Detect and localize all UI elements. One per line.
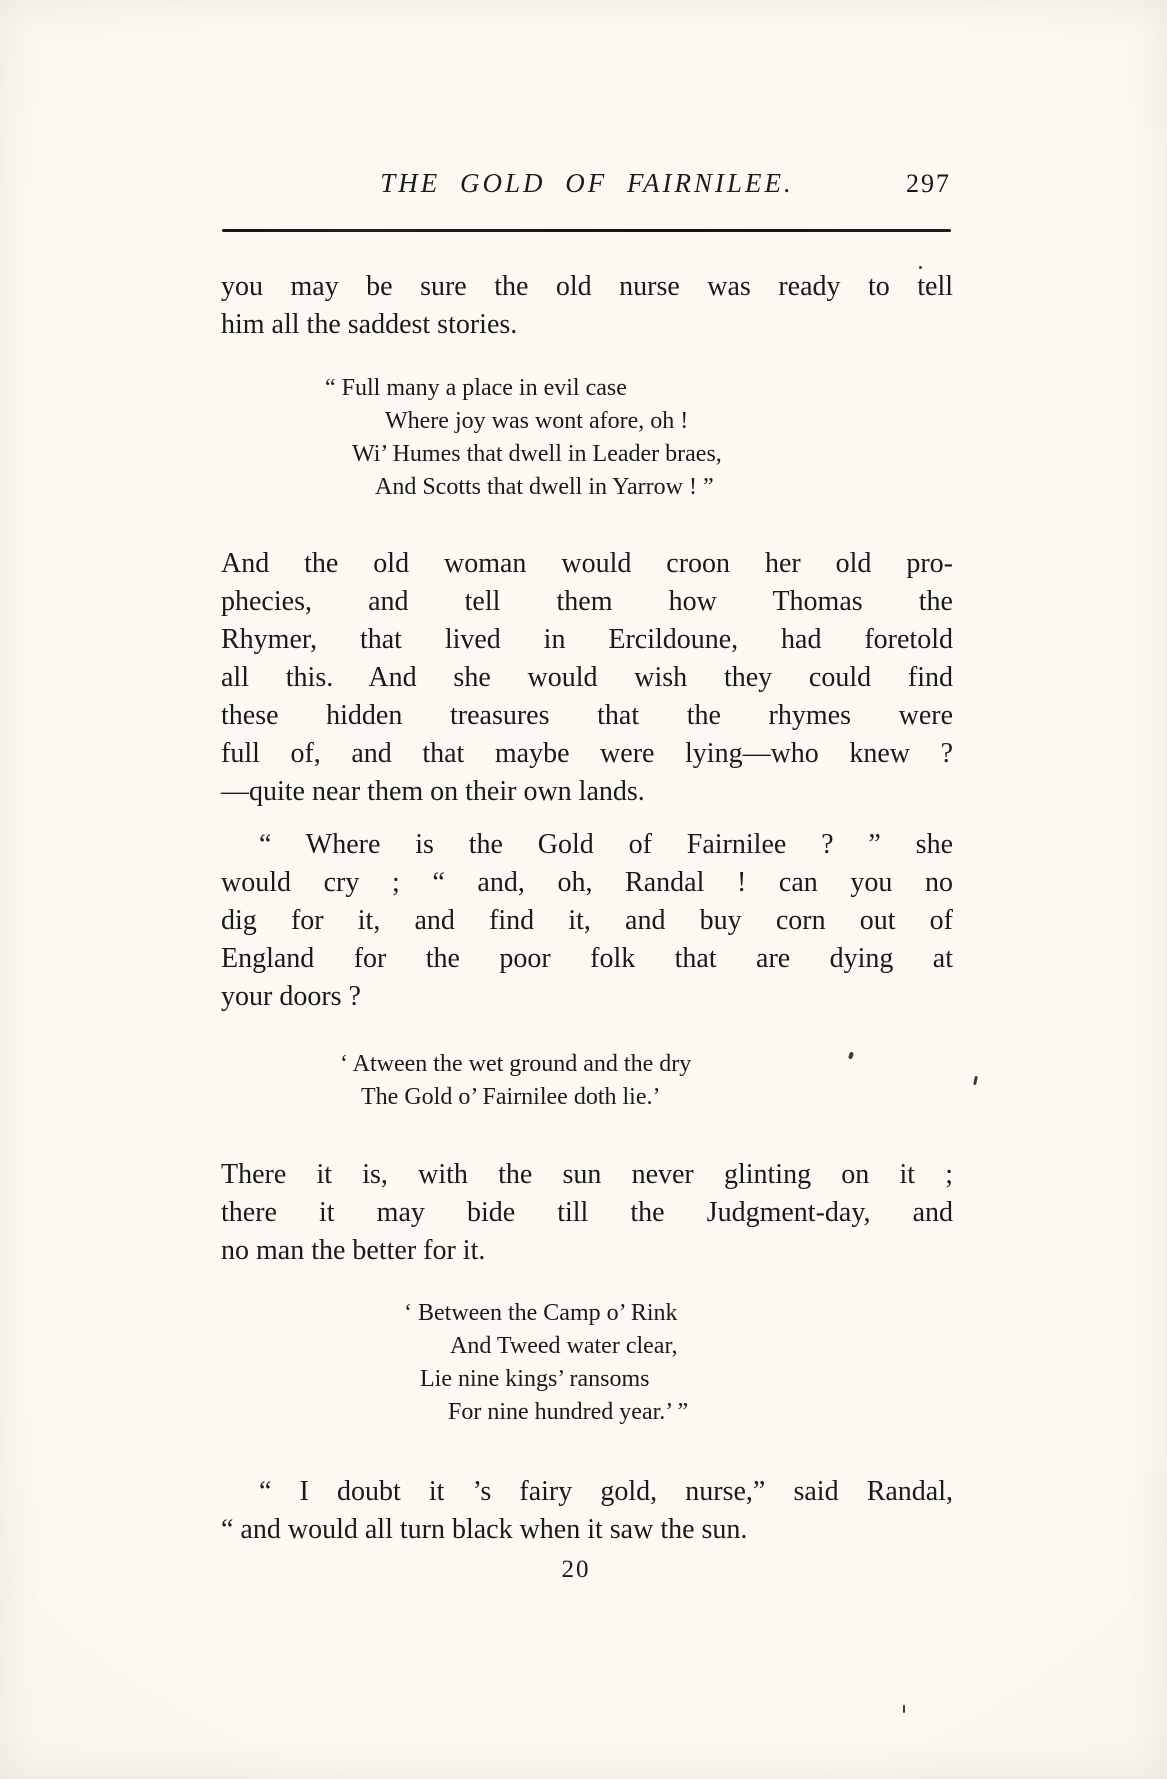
running-head xyxy=(221,168,953,208)
page-number: 297 xyxy=(906,169,951,198)
verse-line: Where joy was wont afore, oh ! xyxy=(385,408,689,434)
text-line: your doors ? xyxy=(221,981,361,1012)
paragraph xyxy=(221,268,953,344)
text-line: him all the saddest stories. xyxy=(221,309,518,340)
text-line: “ I doubt it ’s fairy gold, nurse,” said Randal, xyxy=(259,1476,953,1507)
text-line: there it may bide till the Judgment-day, and xyxy=(221,1197,953,1228)
text-line: phecies, and tell them how Thomas the xyxy=(221,586,953,617)
paragraph xyxy=(221,826,953,1016)
text-line: all this. And she would wish they could find xyxy=(221,662,953,693)
scan-speck xyxy=(973,1076,978,1085)
text-line: Rhymer, that lived in Ercildoune, had foretold xyxy=(221,624,953,655)
verse-line: ‘ Between the Camp o’ Rink xyxy=(404,1300,678,1326)
text-line: these hidden treasures that the rhymes were xyxy=(221,700,953,731)
text-line: “ Where is the Gold of Fairnilee ? ” she xyxy=(259,829,953,860)
text-line: full of, and that maybe were lying—who knew ? xyxy=(221,738,953,769)
verse-line: “ Full many a place in evil case xyxy=(325,375,627,401)
paragraph xyxy=(221,1156,953,1270)
header-rule xyxy=(222,229,951,232)
paragraph xyxy=(221,1473,953,1549)
text-line: no man the better for it. xyxy=(221,1235,486,1266)
verse-stanza xyxy=(221,1297,953,1429)
paragraph xyxy=(221,545,953,811)
verse-line: And Tweed water clear, xyxy=(450,1333,678,1359)
scan-speck xyxy=(903,1705,905,1713)
text-line: you may be sure the old nurse was ready to tell xyxy=(221,271,953,302)
verse-line: For nine hundred year.’ ” xyxy=(448,1399,689,1425)
scan-speck xyxy=(919,266,922,269)
verse-line: ‘ Atween the wet ground and the dry xyxy=(340,1051,692,1077)
verse-line: Lie nine kings’ ransoms xyxy=(420,1366,650,1392)
text-line: And the old woman would croon her old pro- xyxy=(221,548,953,579)
text-line: —quite near them on their own lands. xyxy=(221,776,645,807)
verse-line: And Scotts that dwell in Yarrow ! ” xyxy=(375,474,714,500)
text-line: “ and would all turn black when it saw the sun. xyxy=(221,1514,748,1545)
text-line: would cry ; “ and, oh, Randal ! can you no xyxy=(221,867,953,898)
verse-line: The Gold o’ Fairnilee doth lie.’ xyxy=(361,1084,661,1110)
text-line: There it is, with the sun never glinting on it ; xyxy=(221,1159,953,1190)
text-line: dig for it, and find it, and buy corn out of xyxy=(221,905,953,936)
text-line: England for the poor folk that are dying at xyxy=(221,943,953,974)
verse-line: Wi’ Humes that dwell in Leader braes, xyxy=(352,441,722,467)
verse-stanza xyxy=(221,372,953,504)
verse-stanza xyxy=(221,1048,953,1114)
page-title: THE GOLD OF FAIRNILEE. xyxy=(380,168,794,198)
signature-number: 20 xyxy=(561,1556,591,1583)
